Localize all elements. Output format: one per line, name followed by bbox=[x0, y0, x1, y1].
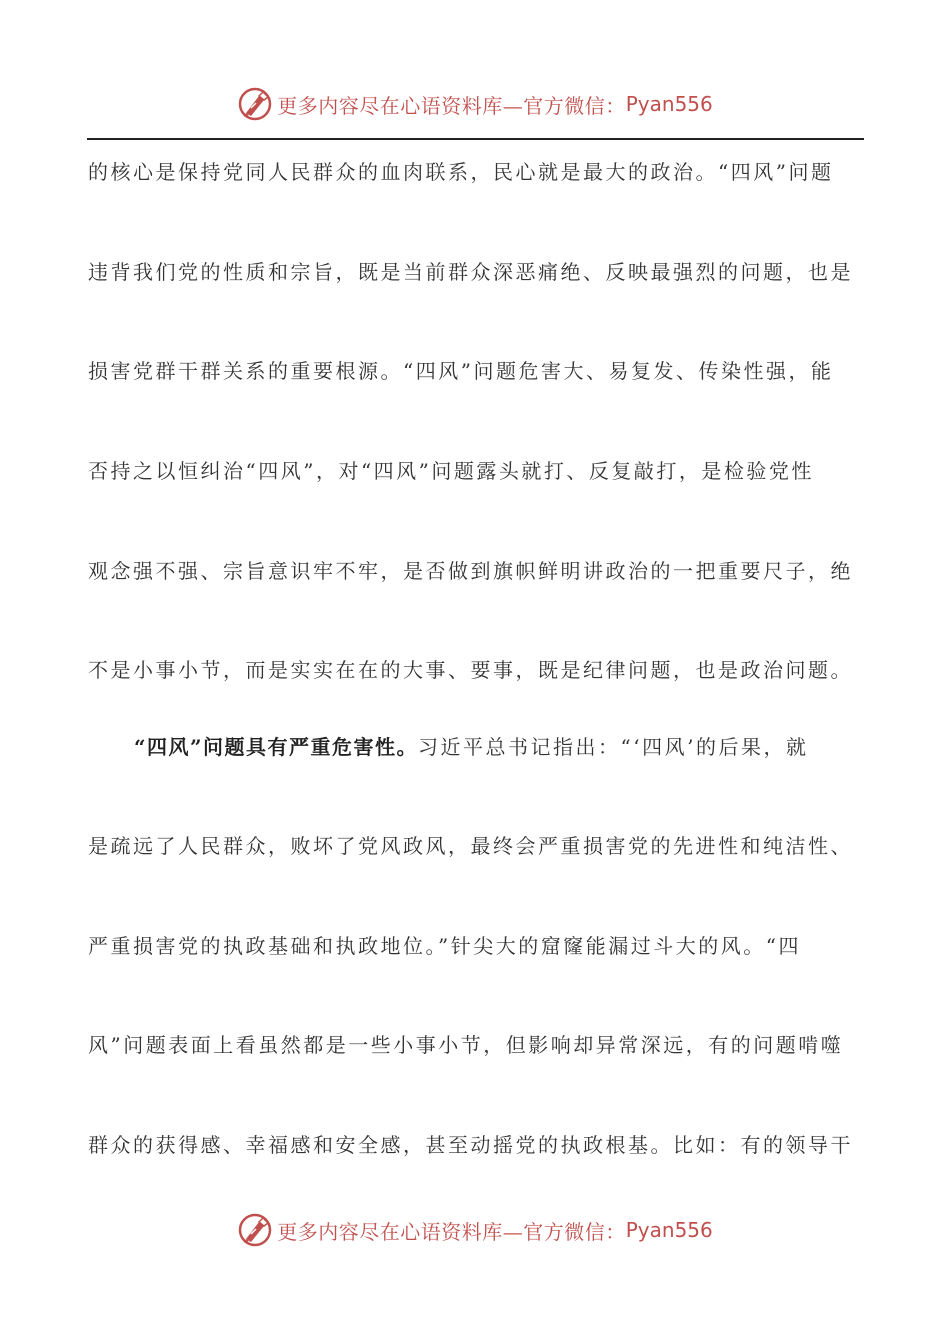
pen-nib-logo-icon bbox=[237, 1212, 273, 1248]
body-line: 观念强不强、宗旨意识牢不牢，是否做到旗帜鲜明讲政治的一把重要尺子，绝 bbox=[88, 559, 853, 583]
body-line: 是疏远了人民群众，败坏了党风政风，最终会严重损害党的先进性和纯洁性、 bbox=[88, 834, 853, 858]
body-line: 群众的获得感、幸福感和安全感，甚至动摇党的执政根基。比如：有的领导干 bbox=[88, 1133, 853, 1157]
footer-wechat-id: Pyan556 bbox=[625, 1218, 713, 1242]
body-line: 的核心是保持党同人民群众的血肉联系，民心就是最大的政治。“四风”问题 bbox=[88, 160, 834, 184]
paragraph-first-line bbox=[134, 733, 863, 761]
pen-nib-logo-icon bbox=[237, 86, 273, 122]
footer-text: 更多内容尽在心语资料库—官方微信： bbox=[277, 1219, 626, 1244]
body-line: 严重损害党的执政基础和执政地位。”针尖大的窟窿能漏过斗大的风。“四 bbox=[88, 934, 801, 958]
footer-banner bbox=[0, 1210, 950, 1250]
header-wechat-id: Pyan556 bbox=[625, 92, 713, 116]
header-banner bbox=[0, 84, 950, 124]
header-rule bbox=[87, 138, 864, 140]
header-text: 更多内容尽在心语资料库—官方微信： bbox=[277, 93, 626, 118]
body-line: 违背我们党的性质和宗旨，既是当前群众深恶痛绝、反映最强烈的问题，也是 bbox=[88, 260, 853, 284]
body-line: 不是小事小节，而是实实在在的大事、要事，既是纪律问题，也是政治问题。 bbox=[88, 658, 853, 682]
body-line: 风”问题表面上看虽然都是一些小事小节，但影响却异常深远，有的问题啃噬 bbox=[88, 1033, 844, 1057]
body-line: 否持之以恒纠治“四风”，对“四风”问题露头就打、反复敲打，是检验党性 bbox=[88, 459, 814, 483]
body-line: 损害党群干群关系的重要根源。“四风”问题危害大、易复发、传染性强，能 bbox=[88, 359, 834, 383]
paragraph-lead-heading: “四风”问题具有严重危害性。 bbox=[134, 735, 419, 759]
paragraph-first-line-text: 习近平总书记指出：“‘四风’的后果，就 bbox=[418, 735, 809, 759]
